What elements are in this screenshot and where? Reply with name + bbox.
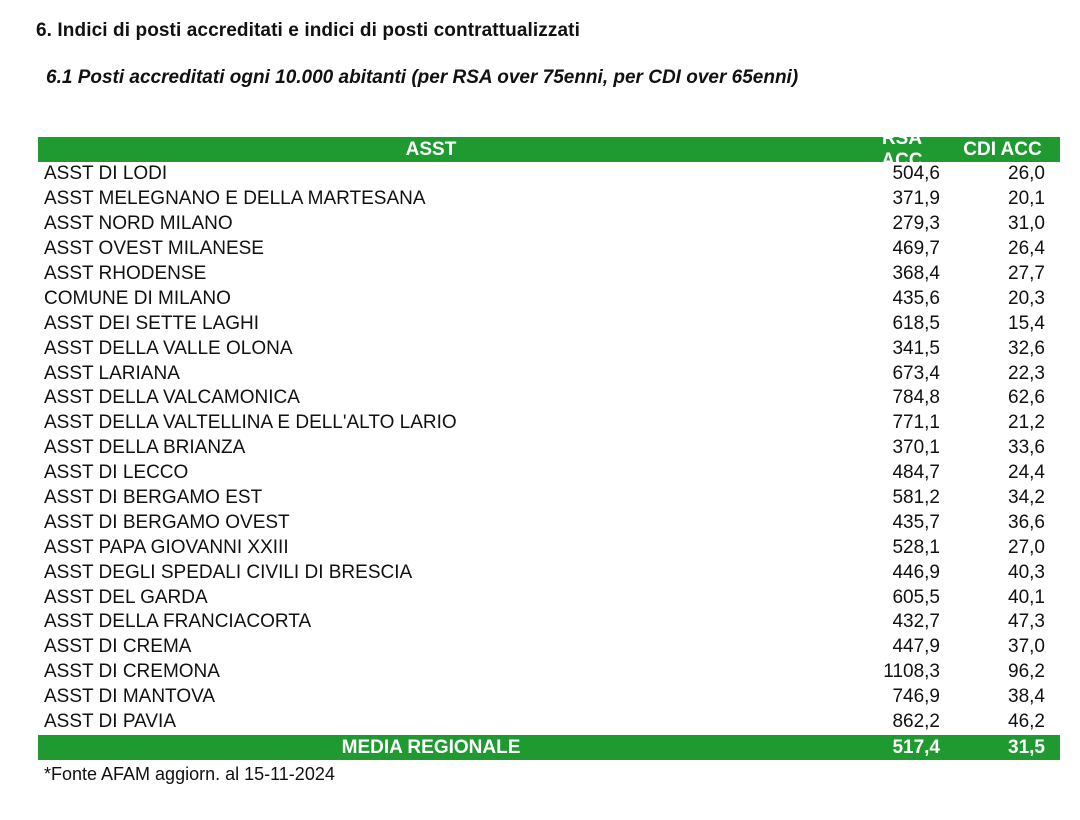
- table-row: [38, 286, 1060, 311]
- row-cdi-value: 15,4: [1008, 312, 1045, 334]
- table-row: [38, 510, 1060, 535]
- row-rsa-value: 370,1: [892, 437, 940, 459]
- row-cdi-value: 62,6: [1008, 387, 1045, 409]
- row-rsa-value: 605,5: [892, 586, 940, 608]
- row-rsa-value: 771,1: [892, 412, 940, 434]
- row-asst-name: ASST DI BERGAMO EST: [44, 487, 263, 509]
- row-asst-name: ASST DELLA VALTELLINA E DELL'ALTO LARIO: [44, 412, 457, 434]
- row-cdi-value: 21,2: [1008, 412, 1045, 434]
- row-cdi-value: 47,3: [1008, 611, 1045, 633]
- row-asst-name: ASST DI CREMA: [44, 636, 192, 658]
- table-row: [38, 311, 1060, 336]
- table-row: [38, 386, 1060, 411]
- table-row: [38, 361, 1060, 386]
- row-cdi-value: 22,3: [1008, 362, 1045, 384]
- subsection-title: 6.1 Posti accreditati ogni 10.000 abitanti (per RSA over 75enni, per CDI over 65enni): [46, 67, 799, 88]
- table-row: [38, 436, 1060, 461]
- table-row: [38, 535, 1060, 560]
- row-asst-name: ASST LARIANA: [44, 362, 180, 384]
- row-asst-name: ASST DI MANTOVA: [44, 686, 216, 708]
- row-rsa-value: 432,7: [892, 611, 940, 633]
- row-asst-name: ASST DEL GARDA: [44, 586, 208, 608]
- row-asst-name: ASST DELLA VALCAMONICA: [44, 387, 300, 409]
- row-cdi-value: 20,1: [1008, 188, 1045, 210]
- table-body: [38, 162, 1060, 734]
- row-rsa-value: 446,9: [892, 561, 940, 583]
- row-asst-name: ASST DEGLI SPEDALI CIVILI DI BRESCIA: [44, 561, 413, 583]
- row-cdi-value: 38,4: [1008, 686, 1045, 708]
- table-row: [38, 660, 1060, 685]
- row-asst-name: ASST OVEST MILANESE: [44, 238, 264, 260]
- row-asst-name: ASST RHODENSE: [44, 263, 207, 284]
- row-rsa-value: 469,7: [892, 238, 940, 260]
- row-asst-name: ASST PAPA GIOVANNI XXIII: [44, 536, 289, 558]
- row-asst-name: ASST DELLA VALLE OLONA: [44, 337, 293, 359]
- header-rsa-acc: RSA ACC: [881, 127, 923, 171]
- row-asst-name: ASST DI LODI: [44, 163, 168, 185]
- row-cdi-value: 26,4: [1008, 238, 1045, 260]
- row-rsa-value: 368,4: [892, 263, 940, 284]
- footer-label: MEDIA REGIONALE: [341, 736, 521, 758]
- row-cdi-value: 26,0: [1008, 163, 1045, 185]
- table-row: [38, 710, 1060, 735]
- row-rsa-value: 618,5: [892, 312, 940, 334]
- table-row: [38, 336, 1060, 361]
- row-asst-name: ASST DELLA BRIANZA: [44, 437, 246, 459]
- row-asst-name: ASST MELEGNANO E DELLA MARTESANA: [44, 188, 426, 210]
- row-rsa-value: 673,4: [892, 362, 940, 384]
- row-asst-name: ASST DI CREMONA: [44, 661, 220, 683]
- row-rsa-value: 862,2: [892, 711, 940, 733]
- row-rsa-value: 528,1: [892, 536, 940, 558]
- row-cdi-value: 37,0: [1008, 636, 1045, 658]
- row-rsa-value: 1108,3: [883, 661, 940, 683]
- row-rsa-value: 447,9: [892, 636, 940, 658]
- table-footer-row: [38, 735, 1060, 760]
- row-asst-name: ASST DI BERGAMO OVEST: [44, 511, 290, 533]
- footer-cdi-value: 31,5: [1008, 736, 1045, 758]
- table-row: [38, 237, 1060, 262]
- row-asst-name: ASST DI LECCO: [44, 462, 189, 484]
- row-rsa-value: 279,3: [892, 213, 940, 235]
- table-row: [38, 560, 1060, 585]
- table-row: [38, 212, 1060, 237]
- data-table: [38, 127, 1060, 760]
- row-rsa-value: 484,7: [892, 462, 940, 484]
- table-row: [38, 461, 1060, 486]
- table-row: [38, 411, 1060, 436]
- table-row: [38, 262, 1060, 287]
- row-rsa-value: 435,6: [892, 287, 940, 309]
- section-title: 6. Indici di posti accreditati e indici di posti contrattualizzati: [36, 20, 580, 41]
- row-rsa-value: 581,2: [892, 487, 940, 509]
- row-asst-name: ASST DEI SETTE LAGHI: [44, 312, 260, 334]
- row-asst-name: ASST DI PAVIA: [44, 711, 176, 733]
- row-rsa-value: 371,9: [892, 188, 940, 210]
- table-header-row: [38, 127, 1060, 171]
- table-row: [38, 187, 1060, 212]
- header-asst: ASST: [405, 138, 457, 160]
- row-cdi-value: 96,2: [1008, 661, 1045, 683]
- row-cdi-value: 31,0: [1008, 213, 1045, 235]
- row-rsa-value: 746,9: [892, 686, 940, 708]
- row-asst-name: COMUNE DI MILANO: [44, 287, 231, 309]
- footnote: *Fonte AFAM aggiorn. al 15-11-2024: [44, 764, 335, 784]
- row-rsa-value: 341,5: [892, 337, 940, 359]
- header-cdi-acc: CDI ACC: [963, 138, 1042, 160]
- row-cdi-value: 40,3: [1008, 561, 1045, 583]
- row-cdi-value: 46,2: [1008, 711, 1045, 733]
- row-cdi-value: 27,0: [1008, 536, 1045, 558]
- row-asst-name: ASST NORD MILANO: [44, 213, 233, 235]
- row-cdi-value: 24,4: [1008, 462, 1045, 484]
- table-row: [38, 610, 1060, 635]
- table-row: [38, 635, 1060, 660]
- row-cdi-value: 36,6: [1008, 511, 1045, 533]
- row-cdi-value: 20,3: [1008, 287, 1045, 309]
- row-rsa-value: 784,8: [892, 387, 940, 409]
- table-row: [38, 162, 1060, 187]
- row-cdi-value: 40,1: [1008, 586, 1045, 608]
- row-rsa-value: 435,7: [892, 511, 940, 533]
- row-asst-name: ASST DELLA FRANCIACORTA: [44, 611, 312, 633]
- table-row: [38, 585, 1060, 610]
- footer-rsa-value: 517,4: [892, 736, 940, 758]
- row-cdi-value: 27,7: [1008, 263, 1045, 284]
- row-cdi-value: 32,6: [1008, 337, 1045, 359]
- table-row: [38, 486, 1060, 511]
- table-row: [38, 685, 1060, 710]
- row-rsa-value: 504,6: [892, 163, 940, 185]
- row-cdi-value: 34,2: [1008, 487, 1045, 509]
- row-cdi-value: 33,6: [1008, 437, 1045, 459]
